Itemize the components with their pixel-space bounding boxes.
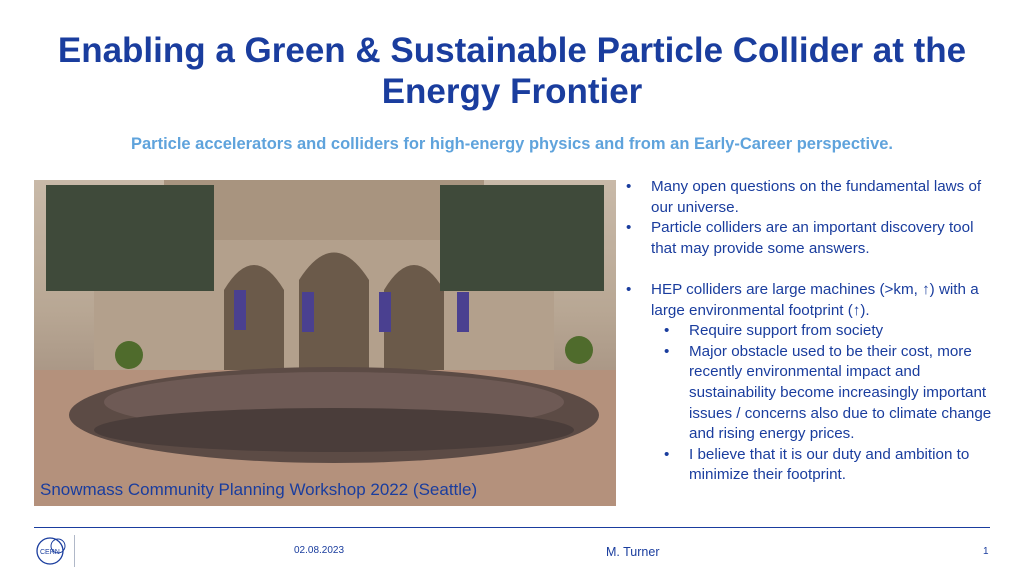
bullet-text: Major obstacle used to be their cost, more recently environmental impact and sustainability become increasingly important issues / concerns also due to climate change and rising energy prices. bbox=[689, 342, 992, 443]
bullet-list bbox=[626, 177, 998, 486]
footer-divider bbox=[34, 527, 990, 528]
bullet-item bbox=[626, 218, 998, 259]
bullet-marker: • bbox=[626, 219, 632, 237]
bullet-marker: • bbox=[664, 342, 670, 360]
slide-subtitle: Particle accelerators and colliders for high-energy physics and from an Early-Career perspective. bbox=[130, 135, 894, 153]
sub-bullet-item bbox=[626, 321, 998, 342]
bullet-marker: • bbox=[664, 445, 670, 463]
sub-bullet-item bbox=[626, 445, 998, 486]
bullet-text: I believe that it is our duty and ambition to minimize their footprint. bbox=[689, 445, 970, 484]
bullet-text: HEP colliders are large machines (>km, ↑) with a large environmental footprint (↑). bbox=[651, 280, 979, 319]
group-photo-illustration bbox=[34, 180, 616, 506]
logo-text: CERN bbox=[40, 549, 60, 556]
bullet-marker: • bbox=[626, 280, 632, 298]
bullet-text: Particle colliders are an important discovery tool that may provide some answers. bbox=[651, 219, 974, 257]
bullet-text: Many open questions on the fundamental laws of our universe. bbox=[651, 178, 982, 216]
logo-separator bbox=[74, 535, 75, 567]
sub-bullet-item bbox=[626, 342, 998, 445]
slide-title: Enabling a Green & Sustainable Particle Collider at the Energy Frontier bbox=[57, 31, 967, 111]
bullet-item bbox=[626, 280, 998, 321]
photo-caption: Snowmass Community Planning Workshop 2022 (Seattle) bbox=[40, 480, 478, 499]
cern-logo-icon bbox=[34, 533, 70, 569]
bullet-item bbox=[626, 177, 998, 218]
footer-author: M. Turner bbox=[606, 545, 660, 559]
group-photo bbox=[34, 180, 616, 506]
bullet-marker: • bbox=[664, 322, 670, 340]
bullet-text: Require support from society bbox=[689, 322, 884, 340]
footer-date: 02.08.2023 bbox=[294, 545, 345, 556]
bullet-marker: • bbox=[626, 178, 632, 195]
page-number: 1 bbox=[983, 546, 989, 557]
